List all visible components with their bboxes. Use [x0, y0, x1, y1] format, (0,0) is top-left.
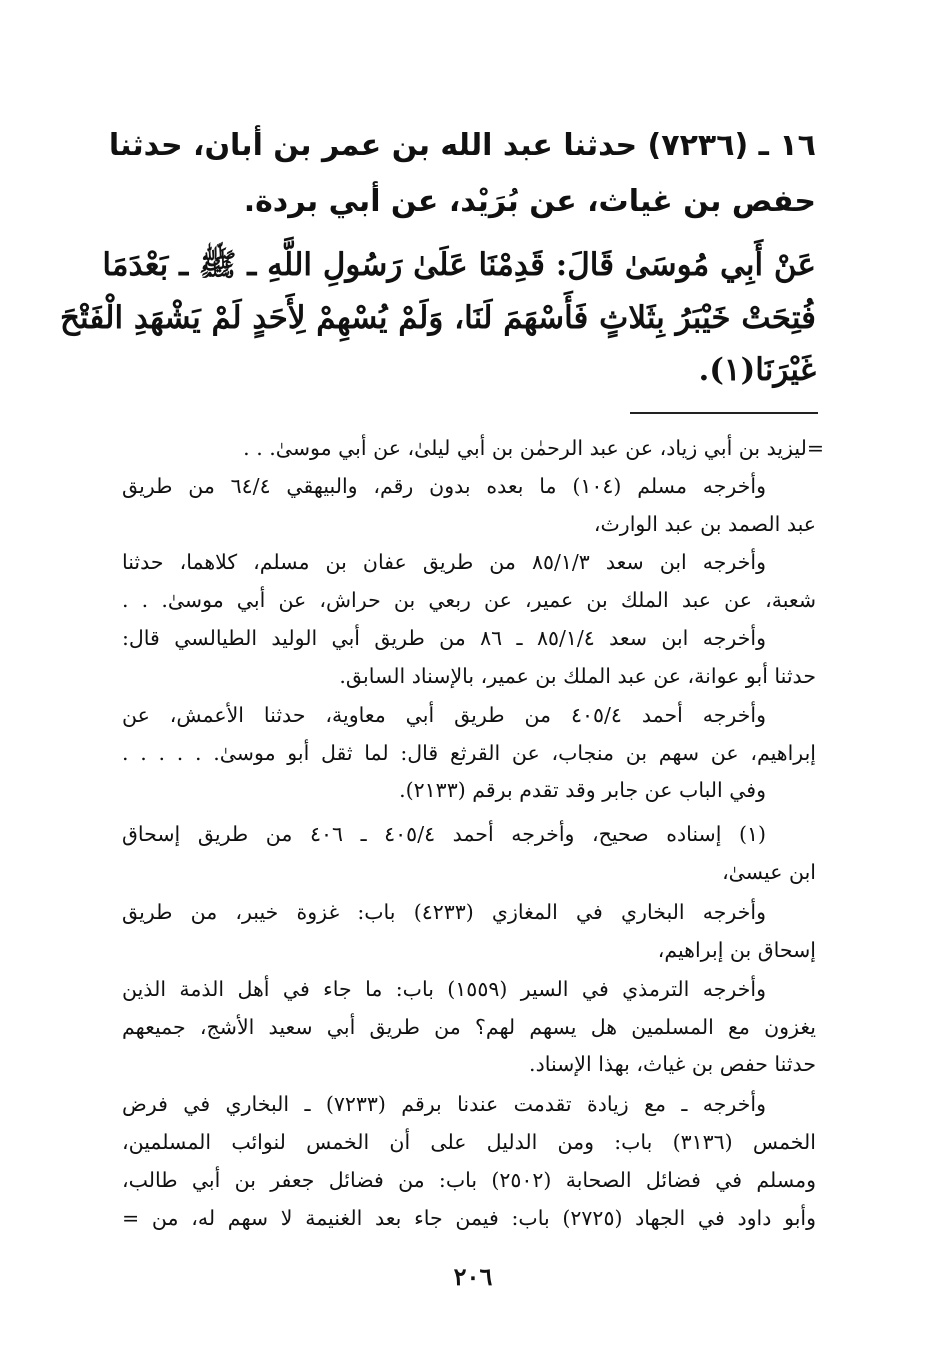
footnote-line: =ليزيد بن أبي زياد، عن عبد الرحمٰن بن أبي ليلىٰ، عن أبي موسىٰ. . . [243, 436, 824, 460]
footnote-separator [630, 412, 818, 414]
footnote-line: يغزون مع المسلمين هل يسهم لهم؟ من طريق أبي سعيد الأشج، جميعهم [122, 1015, 816, 1039]
footnote-line: شعبة، عن عبد الملك بن عمير، عن ربعي بن حراش، عن أبي موسىٰ. . . [122, 588, 816, 612]
hadith-text-line-3: غَيْرَنَا(١). [698, 352, 816, 388]
footnote-line: وأخرجه الترمذي في السير (١٥٥٩) باب: ما جاء في أهل الذمة الذين [122, 977, 766, 1001]
footnote-line: الخمس (٣١٣٦) باب: ومن الدليل على أن الخمس لنوائب المسلمين، [122, 1130, 816, 1154]
footnote-line: (١) إسناده صحيح، وأخرجه أحمد ٤٠٥/٤ ـ ٤٠٦ من طريق إسحاق [122, 822, 767, 846]
footnote-line: وأخرجه مسلم (١٠٤) ما بعده بدون رقم، والبيهقي ٦٤/٤ من طريق [122, 474, 766, 498]
hadith-text-line-1: عَنْ أَبِي مُوسَىٰ قَالَ: قَدِمْنَا عَلَىٰ رَسُولِ اللَّهِ ـ ﷺ ـ بَعْدَمَا [102, 247, 816, 283]
footnote-line: وفي الباب عن جابر وقد تقدم برقم (٢١٣٣). [399, 778, 766, 802]
footnote-line: وأخرجه أحمد ٤٠٥/٤ من طريق أبي معاوية، حدثنا الأعمش، عن [122, 703, 766, 727]
footnote-line: إبراهيم، عن سهم بن منجاب، عن القرثع قال: لما ثقل أبو موسىٰ. . . . . . [122, 741, 816, 765]
footnote-line: وأخرجه ـ مع زيادة تقدمت عندنا برقم (٧٢٣٣) ـ البخاري في فرض [122, 1092, 766, 1116]
footnote-line: وأبو داود في الجهاد (٢٧٢٥) باب: فيمن جاء بعد الغنيمة لا سهم له، من = [122, 1206, 816, 1230]
footnote-line: وأخرجه البخاري في المغازي (٤٢٣٣) باب: غزوة خيبر، من طريق [122, 900, 766, 924]
footnote-line: وأخرجه ابن سعد ٨٥/١/٤ ـ ٨٦ من طريق أبي الوليد الطيالسي قال: [122, 626, 766, 650]
footnote-line: إسحاق بن إبراهيم، [657, 938, 816, 962]
footnote-line: عبد الصمد بن عبد الوارث، [593, 512, 816, 536]
page-number: ٢٠٦ [453, 1262, 493, 1291]
hadith-text-line-2: فُتِحَتْ خَيْبَرُ بِثَلاثٍ فَأَسْهَمَ لَنَا، وَلَمْ يُسْهِمْ لِأَحَدٍ لَمْ يَشْهَدِ الْفَتْحَ [60, 300, 816, 336]
footnote-line: حدثنا حفص بن غياث، بهذا الإسناد. [529, 1052, 816, 1076]
hadith-chain-line-1: ١٦ ـ (٧٢٣٦) حدثنا عبد الله بن عمر بن أبان، حدثنا [108, 128, 816, 163]
footnote-line: وأخرجه ابن سعد ٨٥/١/٣ من طريق عفان بن مسلم، كلاهما، حدثنا [122, 550, 767, 574]
footnote-line: ومسلم في فضائل الصحابة (٢٥٠٢) باب: من فضائل جعفر بن أبي طالب، [122, 1168, 816, 1192]
footnote-line: حدثنا أبو عوانة، عن عبد الملك بن عمير، بالإسناد السابق. [339, 664, 816, 688]
footnote-line: ابن عيسىٰ، [722, 860, 816, 884]
hadith-chain-line-2: حفص بن غياث، عن بُرَيْد، عن أبي بردة. [243, 184, 816, 219]
